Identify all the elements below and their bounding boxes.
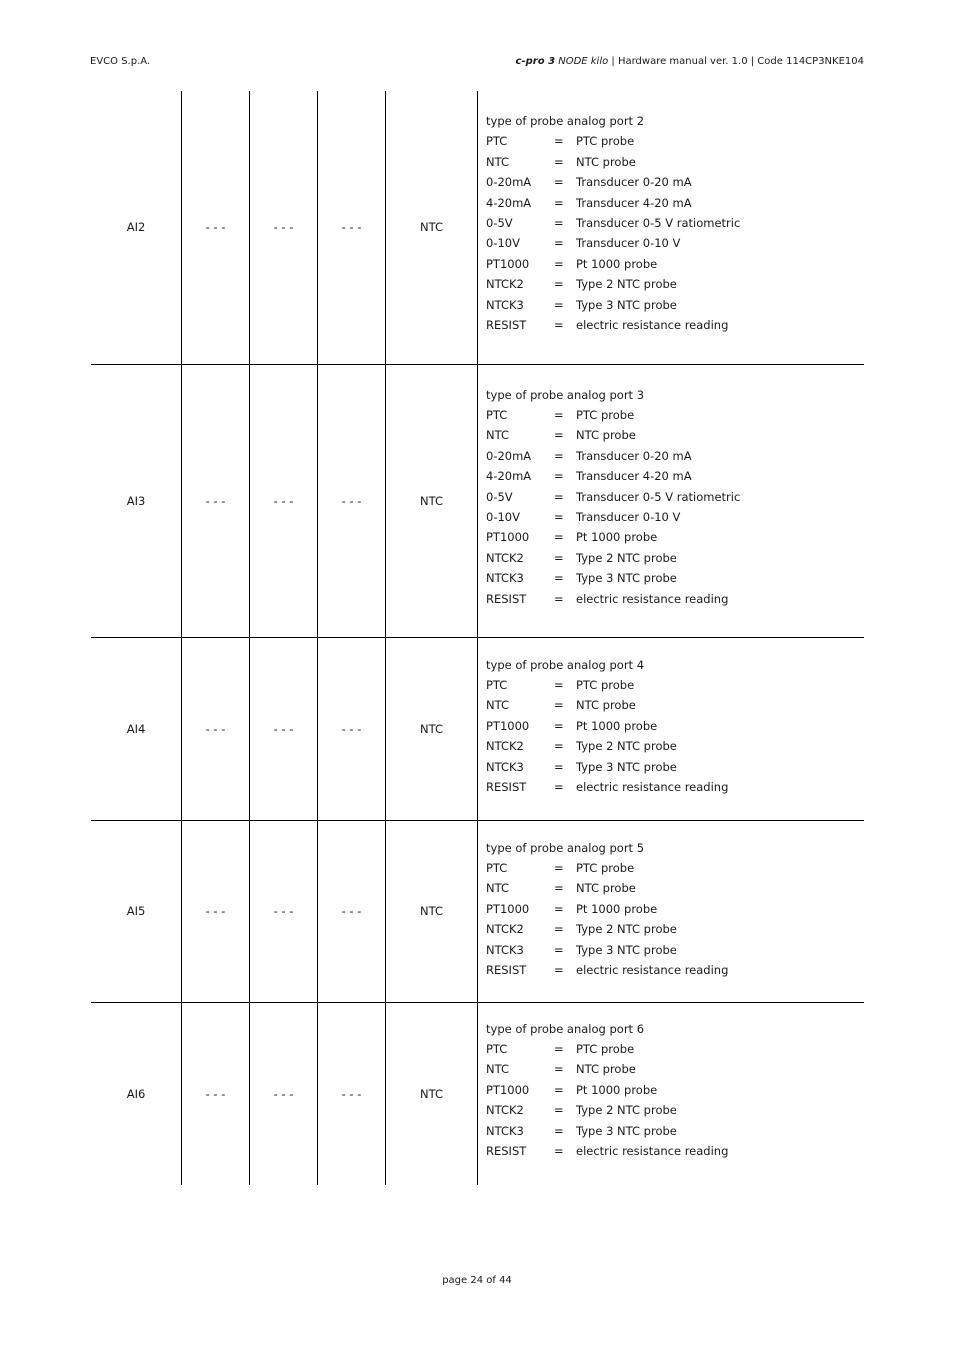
parameter-unit: - - - xyxy=(318,1002,386,1185)
option-code: NTC xyxy=(486,1062,509,1077)
parameter-name: AI3 xyxy=(91,364,182,637)
option-code: PTC xyxy=(486,407,508,422)
option-text: Transducer 0-5 V ratiometric xyxy=(576,216,741,231)
option-text: electric resistance reading xyxy=(576,962,729,977)
option-equals: = xyxy=(554,489,564,504)
option-code: 0-20mA xyxy=(486,448,532,463)
option-equals: = xyxy=(554,509,564,524)
option-line xyxy=(486,274,864,294)
option-text: NTC probe xyxy=(576,428,636,443)
option-text: Transducer 4-20 mA xyxy=(576,195,692,210)
option-text: NTC probe xyxy=(576,698,636,713)
option-line xyxy=(486,716,864,736)
option-code: PTC xyxy=(486,860,508,875)
description-title: type of probe analog port 5 xyxy=(486,840,645,855)
option-equals: = xyxy=(554,256,564,271)
option-equals: = xyxy=(554,318,564,333)
parameter-row xyxy=(91,364,864,637)
option-code: 0-5V xyxy=(486,489,513,504)
option-line xyxy=(486,172,864,192)
option-line xyxy=(486,858,864,878)
parameter-default: NTC xyxy=(386,820,478,1002)
option-code: PT1000 xyxy=(486,901,530,916)
parameter-max: - - - xyxy=(250,364,318,637)
option-code: 0-5V xyxy=(486,216,513,231)
option-line xyxy=(486,919,864,939)
option-line xyxy=(486,131,864,151)
option-equals: = xyxy=(554,922,564,937)
option-equals: = xyxy=(554,469,564,484)
parameter-unit: - - - xyxy=(318,91,386,364)
option-text: Type 3 NTC probe xyxy=(576,297,677,312)
option-code: NTCK2 xyxy=(486,922,524,937)
option-text: Transducer 0-10 V xyxy=(576,236,681,251)
option-line xyxy=(486,254,864,274)
option-line xyxy=(486,878,864,898)
option-text: Transducer 4-20 mA xyxy=(576,469,692,484)
option-text: electric resistance reading xyxy=(576,779,729,794)
option-text: Type 2 NTC probe xyxy=(576,739,677,754)
option-line xyxy=(486,233,864,253)
option-equals: = xyxy=(554,134,564,149)
parameter-description xyxy=(478,820,865,1002)
option-equals: = xyxy=(554,195,564,210)
option-line xyxy=(486,1141,864,1161)
option-text: NTC probe xyxy=(576,881,636,896)
option-code: NTCK2 xyxy=(486,550,524,565)
option-line xyxy=(486,295,864,315)
option-code: NTCK2 xyxy=(486,1103,524,1118)
description-title: type of probe analog port 2 xyxy=(486,114,645,128)
option-line xyxy=(486,675,864,695)
option-text: NTC probe xyxy=(576,1062,636,1077)
option-code: 0-10V xyxy=(486,236,520,251)
option-text: Type 3 NTC probe xyxy=(576,942,677,957)
option-code: PT1000 xyxy=(486,530,530,545)
option-line xyxy=(486,757,864,777)
option-line xyxy=(486,1121,864,1141)
option-equals: = xyxy=(554,1103,564,1118)
option-equals: = xyxy=(554,901,564,916)
option-code: NTC xyxy=(486,428,509,443)
option-equals: = xyxy=(554,677,564,692)
option-code: NTC xyxy=(486,698,509,713)
option-line xyxy=(486,1080,864,1100)
option-code: 0-10V xyxy=(486,509,520,524)
option-line xyxy=(486,487,864,507)
option-code: NTCK3 xyxy=(486,759,524,774)
option-text: Type 3 NTC probe xyxy=(576,1123,677,1138)
option-code: RESIST xyxy=(486,318,527,333)
option-text: PTC probe xyxy=(576,134,635,149)
option-equals: = xyxy=(554,1062,564,1077)
option-text: Type 3 NTC probe xyxy=(576,759,677,774)
option-text: Type 2 NTC probe xyxy=(576,277,677,292)
parameter-default: NTC xyxy=(386,1002,478,1185)
option-code: PT1000 xyxy=(486,1082,530,1097)
parameter-min: - - - xyxy=(182,820,250,1002)
option-equals: = xyxy=(554,407,564,422)
parameter-name: AI2 xyxy=(91,91,182,364)
option-line xyxy=(486,527,864,547)
option-text: electric resistance reading xyxy=(576,1143,729,1158)
header-manual-info: | Hardware manual ver. 1.0 | Code 114CP3NKE104 xyxy=(611,56,864,67)
option-equals: = xyxy=(554,428,564,443)
option-equals: = xyxy=(554,277,564,292)
parameter-unit: - - - xyxy=(318,820,386,1002)
option-text: electric resistance reading xyxy=(576,318,729,333)
option-equals: = xyxy=(554,718,564,733)
option-text: Type 2 NTC probe xyxy=(576,550,677,565)
option-code: 4-20mA xyxy=(486,195,532,210)
parameter-table-body xyxy=(91,91,864,1185)
parameter-row xyxy=(91,91,864,364)
option-equals: = xyxy=(554,591,564,606)
parameter-description xyxy=(478,1002,865,1185)
parameter-min: - - - xyxy=(182,1002,250,1185)
option-code: 4-20mA xyxy=(486,469,532,484)
parameter-name: AI5 xyxy=(91,820,182,1002)
option-equals: = xyxy=(554,530,564,545)
parameter-min: - - - xyxy=(182,364,250,637)
option-text: NTC probe xyxy=(576,154,636,169)
option-equals: = xyxy=(554,759,564,774)
option-text: Transducer 0-20 mA xyxy=(576,175,692,190)
option-code: NTCK3 xyxy=(486,571,524,586)
option-equals: = xyxy=(554,297,564,312)
option-code: NTCK3 xyxy=(486,297,524,312)
option-equals: = xyxy=(554,860,564,875)
option-equals: = xyxy=(554,942,564,957)
option-text: Transducer 0-20 mA xyxy=(576,448,692,463)
parameter-description xyxy=(478,364,865,637)
option-code: NTC xyxy=(486,881,509,896)
option-code: 0-20mA xyxy=(486,175,532,190)
parameter-default: NTC xyxy=(386,91,478,364)
description-title: type of probe analog port 6 xyxy=(486,1021,645,1036)
option-code: NTC xyxy=(486,154,509,169)
option-equals: = xyxy=(554,1123,564,1138)
parameter-description xyxy=(478,637,865,820)
option-code: PTC xyxy=(486,1041,508,1056)
parameter-unit: - - - xyxy=(318,637,386,820)
option-equals: = xyxy=(554,216,564,231)
option-equals: = xyxy=(554,881,564,896)
option-line xyxy=(486,213,864,233)
option-equals: = xyxy=(554,962,564,977)
option-code: RESIST xyxy=(486,591,527,606)
option-text: PTC probe xyxy=(576,677,635,692)
parameter-row xyxy=(91,637,864,820)
option-line xyxy=(486,960,864,980)
option-line xyxy=(486,548,864,568)
option-code: PT1000 xyxy=(486,256,530,271)
option-line xyxy=(486,507,864,527)
option-text: PTC probe xyxy=(576,860,635,875)
parameter-max: - - - xyxy=(250,820,318,1002)
option-text: PTC probe xyxy=(576,407,635,422)
option-equals: = xyxy=(554,154,564,169)
option-equals: = xyxy=(554,698,564,713)
header-product-bold: c-pro 3 xyxy=(515,56,556,67)
parameter-row xyxy=(91,820,864,1002)
option-text: Transducer 0-10 V xyxy=(576,509,681,524)
option-line xyxy=(486,152,864,172)
option-line xyxy=(486,777,864,797)
option-code: NTCK3 xyxy=(486,942,524,957)
option-line xyxy=(486,1039,864,1059)
page-number: page 24 of 44 xyxy=(442,1275,512,1286)
parameter-name: AI4 xyxy=(91,637,182,820)
parameter-unit: - - - xyxy=(318,364,386,637)
option-equals: = xyxy=(554,1082,564,1097)
option-code: PT1000 xyxy=(486,718,530,733)
option-equals: = xyxy=(554,1041,564,1056)
parameter-description xyxy=(478,91,865,364)
option-line xyxy=(486,425,864,445)
parameter-min: - - - xyxy=(182,91,250,364)
option-line xyxy=(486,315,864,335)
parameter-default: NTC xyxy=(386,637,478,820)
parameter-row xyxy=(91,1002,864,1185)
header-company: EVCO S.p.A. xyxy=(90,56,151,67)
description-title: type of probe analog port 4 xyxy=(486,657,645,672)
option-text: Pt 1000 probe xyxy=(576,718,658,733)
header-product-italic: NODE kilo xyxy=(558,56,609,67)
parameter-max: - - - xyxy=(250,91,318,364)
option-line xyxy=(486,193,864,213)
option-text: Pt 1000 probe xyxy=(576,530,658,545)
option-code: PTC xyxy=(486,134,508,149)
option-equals: = xyxy=(554,175,564,190)
option-line xyxy=(486,899,864,919)
option-line xyxy=(486,405,864,425)
option-line xyxy=(486,1100,864,1120)
option-line xyxy=(486,446,864,466)
option-code: NTCK2 xyxy=(486,277,524,292)
option-equals: = xyxy=(554,739,564,754)
option-line xyxy=(486,568,864,588)
option-line xyxy=(486,466,864,486)
option-text: Pt 1000 probe xyxy=(576,256,658,271)
option-equals: = xyxy=(554,571,564,586)
option-code: RESIST xyxy=(486,1143,527,1158)
option-line xyxy=(486,695,864,715)
option-text: Type 3 NTC probe xyxy=(576,571,677,586)
header-document-info xyxy=(516,56,864,67)
option-line xyxy=(486,736,864,756)
option-code: NTCK3 xyxy=(486,1123,524,1138)
description-title: type of probe analog port 3 xyxy=(486,387,645,402)
parameter-max: - - - xyxy=(250,637,318,820)
option-code: NTCK2 xyxy=(486,739,524,754)
option-equals: = xyxy=(554,550,564,565)
parameter-table xyxy=(91,91,864,1185)
option-text: PTC probe xyxy=(576,1041,635,1056)
option-code: RESIST xyxy=(486,779,527,794)
option-code: PTC xyxy=(486,677,508,692)
parameter-max: - - - xyxy=(250,1002,318,1185)
option-text: Pt 1000 probe xyxy=(576,901,658,916)
option-text: Transducer 0-5 V ratiometric xyxy=(576,489,741,504)
option-code: RESIST xyxy=(486,962,527,977)
option-equals: = xyxy=(554,1143,564,1158)
parameter-min: - - - xyxy=(182,637,250,820)
option-equals: = xyxy=(554,448,564,463)
option-text: Pt 1000 probe xyxy=(576,1082,658,1097)
option-text: Type 2 NTC probe xyxy=(576,1103,677,1118)
option-equals: = xyxy=(554,779,564,794)
parameter-name: AI6 xyxy=(126,1086,146,1101)
option-line xyxy=(486,1059,864,1079)
parameter-default: NTC xyxy=(386,364,478,637)
option-line xyxy=(486,589,864,609)
option-equals: = xyxy=(554,236,564,251)
option-text: electric resistance reading xyxy=(576,591,729,606)
option-text: Type 2 NTC probe xyxy=(576,922,677,937)
option-line xyxy=(486,940,864,960)
